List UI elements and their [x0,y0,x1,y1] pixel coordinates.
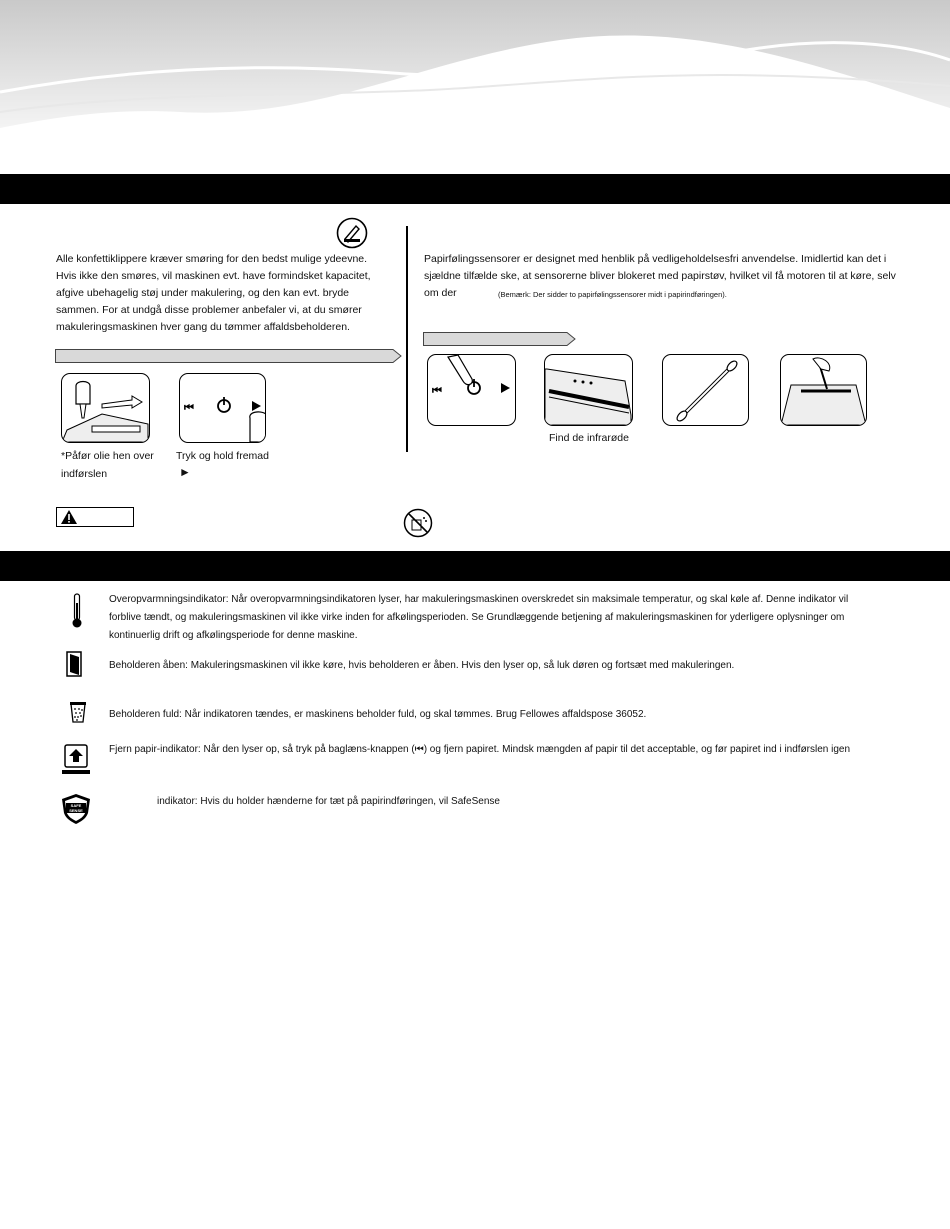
sensor-note: (Bemærk: Der sidder to papirfølingssensorer midt i papirindføringen). [498,290,727,299]
header-wave-graphic [0,0,950,150]
oiling-paragraph: Alle konfettiklippere kræver smøring for den bedst mulige ydeevne. Hvis ikke den smøres, vil maskinen evt. have formindsket kapacitet, afgive ubehagelig støj under makulering, og den kan evt. bryde sammen. For at undgå disse problemer anbefaler vi, at du smører makuleringsmaskinen hver gang du tømmer affaldsbeholderen. [56,253,371,333]
oiling-step2-illustration [179,373,266,443]
safesense-badge-text: SAFE SENSE [69,803,83,813]
press-reverse-button-icon [428,355,515,425]
svg-text:⏮: ⏮ [184,402,194,414]
warning-label-box [56,507,134,527]
forward-arrow-glyph: ► [179,465,191,479]
column-divider [406,226,408,452]
pen-edit-icon [336,217,368,249]
indicator-safesense-text: indikator: Hvis du holder hænderne for tæt på papirindføringen, vil SafeSense [157,796,500,807]
indicator-paper-jam-text: Fjern papir-indikator: Når den lyser op, så tryk på baglæns-knappen (⏮) og fjern papiret. Mindsk mængden af papir til det acceptable, og før papiret ind i indførslen igen [109,744,851,755]
no-spray-icon [403,508,433,538]
cotton-swab-icon [663,355,748,425]
door-open-icon [66,651,82,677]
section-header-band-maintenance [0,174,950,204]
paper-jam-icon [62,744,90,775]
sensor-steps-arrow-bar [423,332,576,346]
sensor-step1-illustration [427,354,516,426]
sensor-step2-illustration [544,354,633,426]
thermometer-icon [70,593,84,629]
indicator-overheat-text: Overopvarmningsindikator: Når overopvarmningsindikatoren lyser, har makuleringsmaskinen overskredet sin maksimale temperatur, og skal køle af. Denne indikator vil forblive tændt, og makuleringsmaskinen vil ikke virke inden for afkølingsperioden. Se Grundlæggende betjening af makuleringsmaskinen for yderligere oplysninger om kontinuerlig drift og afkølingsperiode for denne maskine. [109,594,849,641]
control-panel-icon [180,374,265,442]
sensor-step3-illustration [662,354,749,426]
indicator-door-open-text: Beholderen åben: Makuleringsmaskinen vil ikke køre, hvis beholderen er åben. Hvis den lyser op, så luk døren og fortsæt med makuleringen. [109,660,735,671]
svg-text:⏮: ⏮ [432,385,442,397]
oiling-steps-arrow-bar [55,349,402,363]
oil-bottle-icon [62,374,149,442]
indicator-bin-full-text: Beholderen fuld: Når indikatoren tændes, er maskinens beholder fuld, og skal tømmes. Brug Fellowes affaldspose 36052. [109,709,647,720]
oiling-step2-caption: Tryk og hold fremad [176,450,269,462]
sensor-paragraph: Papirfølingssensorer er designet med henblik på vedligeholdelsesfri anvendelse. Imidlertid kan det i sjældne tilfælde ske, at sensorerne bliver blokeret med papirstøv, hvilket vil få motoren til at køre, selv om der [424,253,896,299]
sensor-step2-caption: Find de infrarøde [549,432,629,444]
shredder-top-icon [545,355,632,425]
warning-triangle-icon [60,509,78,525]
clean-sensor-icon [781,355,866,425]
sensor-step4-illustration [780,354,867,426]
section-header-band-indicators [0,551,950,581]
bin-full-icon [69,701,87,723]
oiling-step1-illustration [61,373,150,443]
oiling-step1-caption: *Påfør olie hen over indførslen [61,450,154,480]
